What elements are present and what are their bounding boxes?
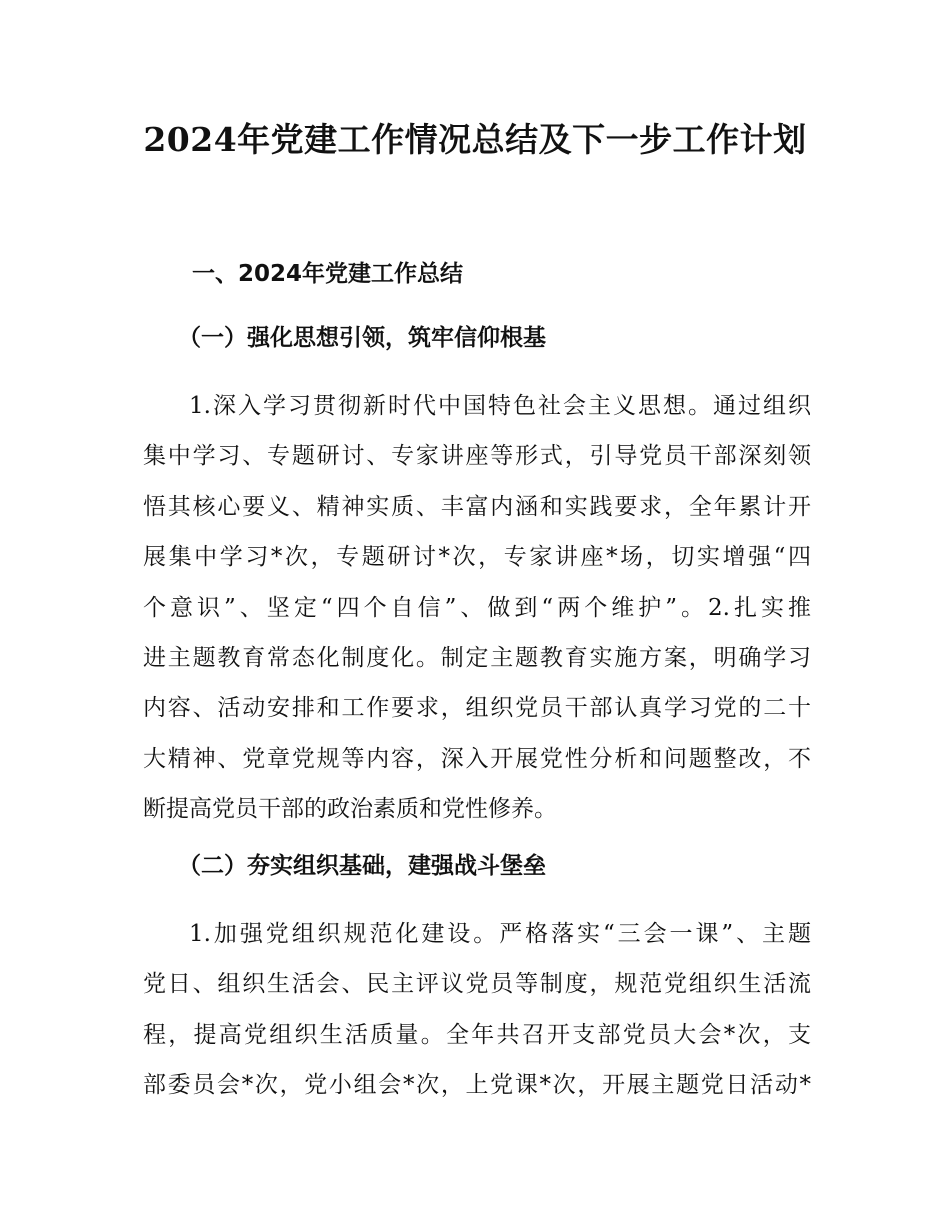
document-title: 2024年党建工作情况总结及下一步工作计划 xyxy=(143,120,807,159)
subsection-heading-2: （二）夯实组织基础，建强战斗堡垒 xyxy=(178,853,546,879)
section-heading-1: 一、2024年党建工作总结 xyxy=(192,261,464,287)
paragraph-2 xyxy=(143,909,811,1111)
paragraph-line: 断提高党员干部的政治素质和党性修养。 xyxy=(143,796,557,823)
paragraph-line: 部委员会*次，党小组会*次，上党课*次，开展主题党日活动* xyxy=(143,1072,811,1099)
paragraph-line: 悟其核心要义、精神实质、丰富内涵和实践要求，全年累计开 xyxy=(143,493,811,520)
paragraph-line: 内容、活动安排和工作要求，组织党员干部认真学习党的二十 xyxy=(143,695,811,722)
paragraph-line: 展集中学习*次，专题研讨*次，专家讲座*场，切实增强“四 xyxy=(143,544,811,571)
paragraph-line: 1.深入学习贯彻新时代中国特色社会主义思想。通过组织 xyxy=(189,393,811,419)
subsection-heading-1: （一）强化思想引领，筑牢信仰根基 xyxy=(178,325,546,351)
paragraph-line: 1.加强党组织规范化建设。严格落实“三会一课”、主题 xyxy=(189,921,811,947)
paragraph-line: 个意识”、坚定“四个自信”、做到“两个维护”。2.扎实推 xyxy=(143,594,811,621)
paragraph-line: 程，提高党组织生活质量。全年共召开支部党员大会*次，支 xyxy=(143,1021,811,1048)
paragraph-1 xyxy=(143,381,811,835)
paragraph-line: 大精神、党章党规等内容，深入开展党性分析和问题整改，不 xyxy=(143,745,811,772)
paragraph-line: 党日、组织生活会、民主评议党员等制度，规范党组织生活流 xyxy=(143,971,811,998)
paragraph-line: 集中学习、专题研讨、专家讲座等形式，引导党员干部深刻领 xyxy=(143,443,811,470)
paragraph-line: 进主题教育常态化制度化。制定主题教育实施方案，明确学习 xyxy=(143,644,811,671)
